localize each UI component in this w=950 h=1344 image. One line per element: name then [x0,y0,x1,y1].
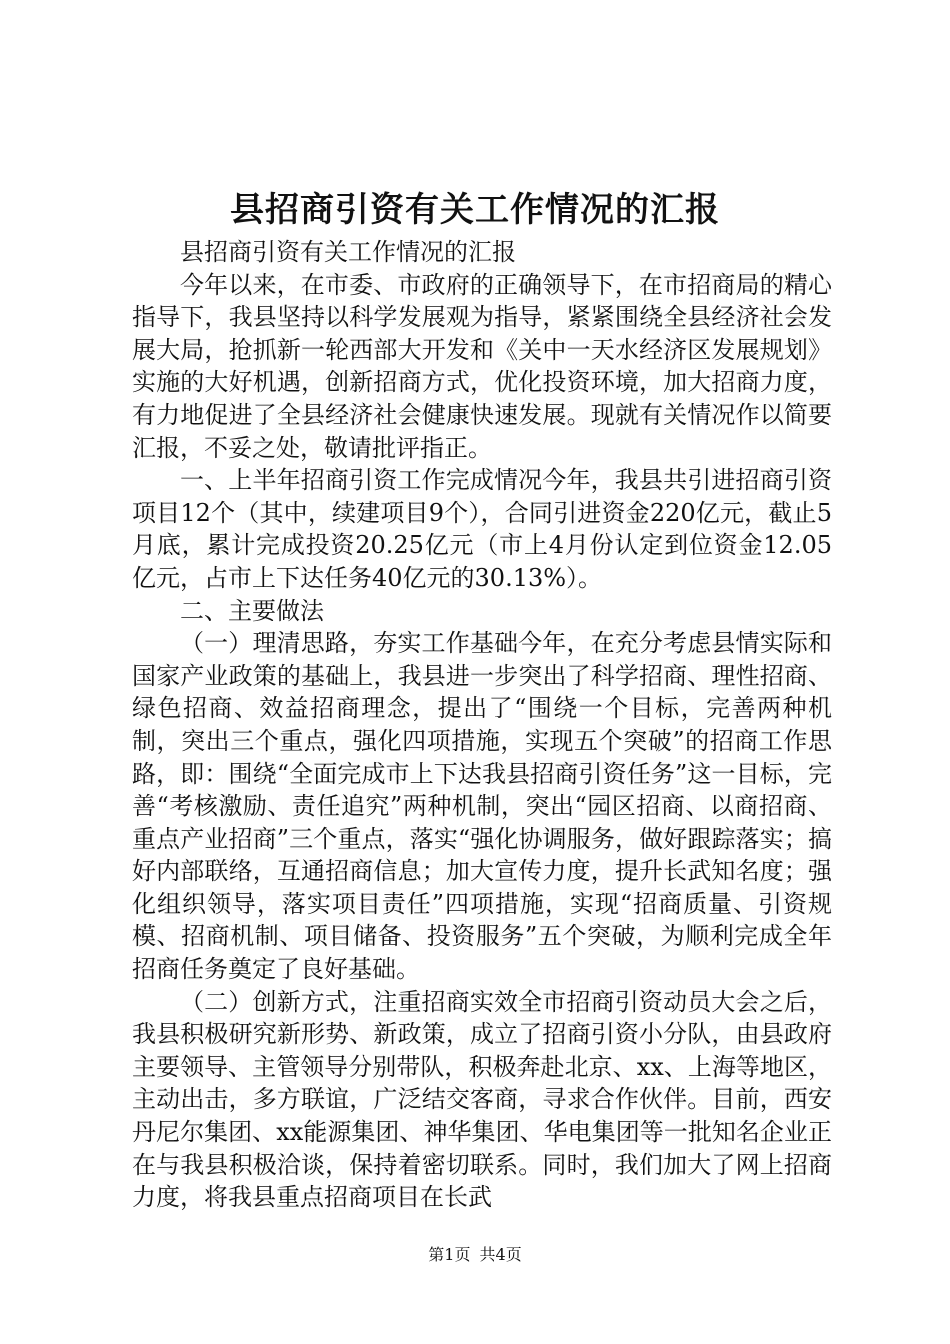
paragraph-item-one: （一）理清思路，夯实工作基础今年，在充分考虑县情实际和国家产业政策的基础上，我县进一步突出了科学招商、理性招商、绿色招商、效益招商理念，提出了“围绕一个目标，完善两种机制，突出三个重点，强化四项措施，实现五个突破”的招商工作思路，即：围绕“全面完成市上下达我县招商引资任务”这一目标，完善“考核激励、责任追究”两种机制，突出“园区招商、以商招商、重点产业招商”三个重点，落实“强化协调服务，做好跟踪落实；搞好内部联络，互通招商信息；加大宣传力度，提升长武知名度；强化组织领导，落实项目责任”四项措施，实现“招商质量、引资规模、招商机制、项目储备、投资服务”五个突破，为顺利完成全年招商任务奠定了良好基础。 [132,629,832,984]
page-number: 第1页 [428,1245,471,1264]
paragraph-section-one: 一、上半年招商引资工作完成情况今年，我县共引进招商引资项目12个（其中，续建项目9个），合同引进资金220亿元，截止5月底，累计完成投资20.25亿元（市上4月份认定到位资金12.05亿元，占市上下达任务40亿元的30.13%）。 [132,466,832,592]
document-body [132,236,832,1214]
paragraph-intro: 今年以来，在市委、市政府的正确领导下，在市招商局的精心指导下，我县坚持以科学发展观为指导，紧紧围绕全县经济社会发展大局，抢抓新一轮西部大开发和《关中一天水经济区发展规划》实施的大好机遇，创新招商方式，优化投资环境，加大招商力度，有力地促进了全县经济社会健康快速发展。现就有关情况作以简要汇报，不妥之处，敬请批评指正。 [132,270,832,462]
document-title: 县招商引资有关工作情况的汇报 [230,190,720,230]
paragraph-section-two-heading: 二、主要做法 [180,596,324,625]
page-footer [0,1244,950,1266]
page-total: 共4页 [479,1245,522,1264]
paragraph-subtitle: 县招商引资有关工作情况的汇报 [180,238,516,266]
paragraph-item-two: （二）创新方式，注重招商实效全市招商引资动员大会之后，我县积极研究新形势、新政策，成立了招商引资小分队，由县政府主要领导、主管领导分别带队，积极奔赴北京、xx、上海等地区，主动出击，多方联谊，广泛结交客商，寻求合作伙伴。目前，西安丹尼尔集团、xx能源集团、神华集团、华电集团等一批知名企业正在与我县积极洽谈，保持着密切联系。同时，我们加大了网上招商力度，将我县重点招商项目在长武 [132,987,832,1212]
